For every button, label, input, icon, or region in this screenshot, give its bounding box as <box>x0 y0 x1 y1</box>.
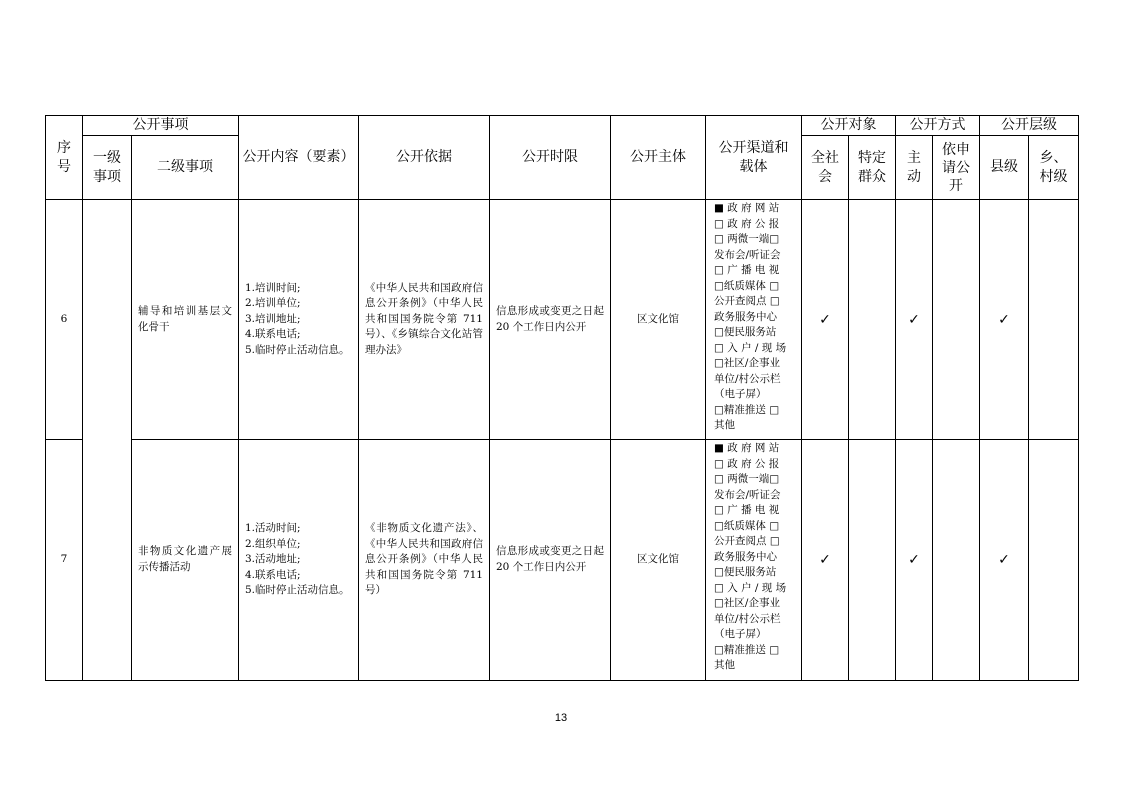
table-row <box>46 440 1079 681</box>
row-level1 <box>83 200 132 681</box>
row-seq: 6 <box>46 200 83 440</box>
channel-line: □ 政 府 公 报 <box>714 217 780 230</box>
row-level2: 非物质文化遗产展示传播活动 <box>132 440 239 681</box>
channel-line: 其他 <box>714 659 735 671</box>
row-mode-active-check: ✓ <box>896 440 933 681</box>
channel-line: 单位/村公示栏 <box>714 612 781 625</box>
row-mode-apply-check <box>933 200 980 440</box>
header-target-specific: 特定 群众 <box>849 136 896 200</box>
channel-line: □精准推送 □ <box>714 643 780 656</box>
header-level-county: 县级 <box>980 136 1029 200</box>
row-channels <box>706 200 802 440</box>
header-items-group: 公开事项 <box>83 116 239 136</box>
channel-line: 公开查阅点 □ <box>714 535 780 547</box>
channel-line: □便民服务站 <box>714 566 777 578</box>
channel-line: （电子屏） <box>714 628 767 640</box>
row-target-all-check: ✓ <box>802 440 849 681</box>
table-row <box>46 200 1079 440</box>
channel-line: ■ 政 府 网 站 <box>714 202 780 214</box>
row-subject: 区文化馆 <box>611 440 706 681</box>
channel-line: □纸质媒体 □ <box>714 279 780 292</box>
channel-line: 发布会/听证会 <box>714 248 781 261</box>
disclosure-table <box>45 115 1079 681</box>
channel-line: □便民服务站 <box>714 326 777 338</box>
header-basis: 公开依据 <box>359 116 490 200</box>
row-target-all-check: ✓ <box>802 200 849 440</box>
row-basis: 《非物质文化遗产法》、《中华人民共和国政府信息公开条例》（中华人民共和国国务院令第 711 号） <box>359 440 490 681</box>
channel-line: 其他 <box>714 419 735 431</box>
row-mode-apply-check <box>933 440 980 681</box>
channel-line: □ 广 播 电 视 <box>714 264 780 276</box>
channel-line: 公开查阅点 □ <box>714 295 780 307</box>
channel-line: □ 两微一端□ <box>714 473 780 485</box>
channel-line: 发布会/听证会 <box>714 488 781 501</box>
channel-line: 政务服务中心 <box>714 310 777 323</box>
channel-line: □纸质媒体 □ <box>714 519 780 532</box>
channel-line: ■ 政 府 网 站 <box>714 442 780 454</box>
channel-line: □ 广 播 电 视 <box>714 504 780 516</box>
header-mode-group: 公开方式 <box>896 116 980 136</box>
row-time: 信息形成或变更之日起 20 个工作日内公开 <box>490 200 611 440</box>
channel-line: 政务服务中心 <box>714 550 777 563</box>
row-level-township-check <box>1029 200 1079 440</box>
page-number: 13 <box>554 712 568 724</box>
channel-line: □ 两微一端□ <box>714 233 780 245</box>
channel-line: □ 入 户 / 现 场 <box>714 341 787 354</box>
row-target-specific-check <box>849 440 896 681</box>
row-mode-active-check: ✓ <box>896 200 933 440</box>
header-level-group: 公开层级 <box>980 116 1079 136</box>
row-level-county-check: ✓ <box>980 440 1029 681</box>
row-subject: 区文化馆 <box>611 200 706 440</box>
header-target-group: 公开对象 <box>802 116 896 136</box>
row-target-specific-check <box>849 200 896 440</box>
header-mode-active: 主 动 <box>896 136 933 200</box>
row-seq: 7 <box>46 440 83 681</box>
header-level-township: 乡、 村级 <box>1029 136 1079 200</box>
channel-line: □社区/企事业 <box>714 597 780 609</box>
row-time: 信息形成或变更之日起 20 个工作日内公开 <box>490 440 611 681</box>
header-target-all: 全社 会 <box>802 136 849 200</box>
channel-line: □精准推送 □ <box>714 403 780 416</box>
header-mode-apply: 依申 请公 开 <box>933 136 980 200</box>
row-level2: 辅导和培训基层文化骨干 <box>132 200 239 440</box>
header-channel: 公开渠道和 载体 <box>706 116 802 200</box>
channel-line: 单位/村公示栏 <box>714 372 781 385</box>
channel-line: □ 入 户 / 现 场 <box>714 581 787 594</box>
channel-line: □社区/企事业 <box>714 357 780 369</box>
header-subject: 公开主体 <box>611 116 706 200</box>
channel-line: （电子屏） <box>714 388 767 400</box>
header-time: 公开时限 <box>490 116 611 200</box>
channel-line: □ 政 府 公 报 <box>714 457 780 470</box>
row-content: 1.活动时间; 2.组织单位; 3.活动地址; 4.联系电话; 5.临时停止活动信息。 <box>239 440 359 681</box>
header-level2: 二级事项 <box>132 136 239 200</box>
row-content: 1.培训时间; 2.培训单位; 3.培训地址; 4.联系电话; 5.临时停止活动信息。 <box>239 200 359 440</box>
header-seq: 序 号 <box>46 116 83 200</box>
header-content: 公开内容（要素） <box>239 116 359 200</box>
row-basis: 《中华人民共和国政府信息公开条例》（中华人民共和国国务院令第 711 号）、《乡镇综合文化站管理办法》 <box>359 200 490 440</box>
row-level-township-check <box>1029 440 1079 681</box>
row-channels <box>706 440 802 681</box>
header-level1: 一级 事项 <box>83 136 132 200</box>
row-level-county-check: ✓ <box>980 200 1029 440</box>
